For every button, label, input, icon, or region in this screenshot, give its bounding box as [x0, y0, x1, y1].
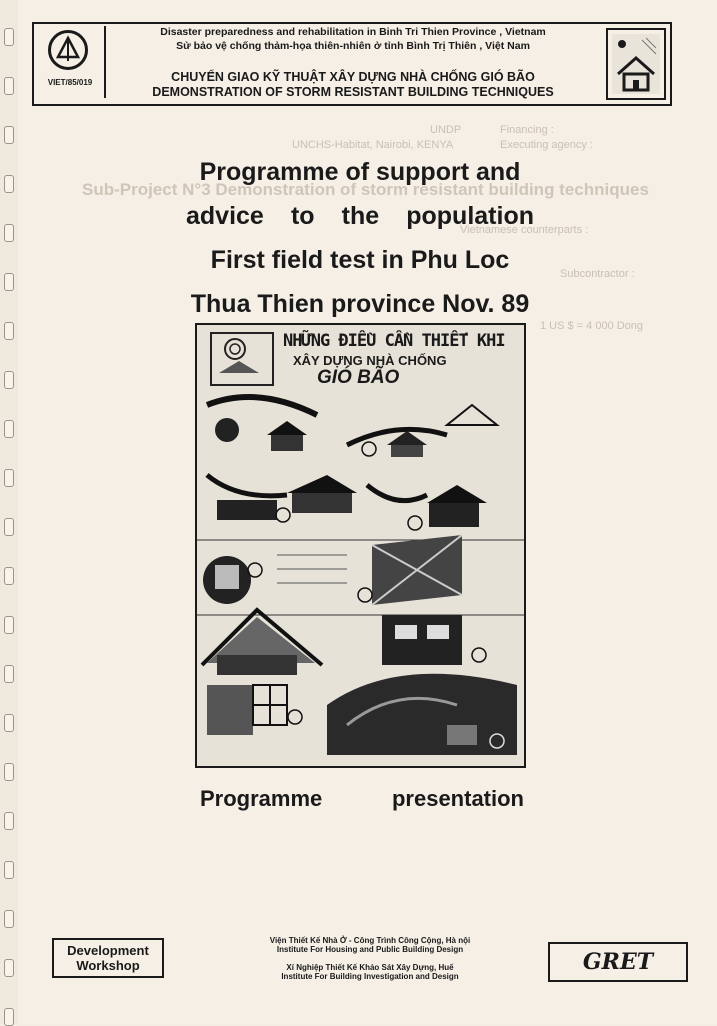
globe-icon [48, 30, 88, 70]
title-word: advice [186, 202, 264, 230]
ghost-subcontractor: Subcontractor : [560, 268, 635, 280]
binding-strip [0, 0, 18, 1024]
title-word: to [290, 202, 315, 230]
binding-hole [4, 77, 14, 95]
binding-hole [4, 322, 14, 340]
binding-hole [4, 763, 14, 781]
poster-title-3: GIÓ BÃO [317, 367, 400, 388]
binding-hole [4, 28, 14, 46]
ghost-counterparts: Vietnamese counterparts : [460, 224, 589, 236]
title-line-1: Programme of support and [199, 158, 521, 186]
ghost-financing-value: UNDP [430, 124, 462, 136]
ghost-subproject: Sub-Project N°3 Demonstration of storm resistant building techniques [82, 180, 649, 199]
subtitle [200, 786, 524, 812]
binding-hole [4, 224, 14, 242]
binding-hole [4, 910, 14, 928]
title-line-2 [186, 194, 534, 238]
binding-hole [4, 420, 14, 438]
title-word: the [341, 202, 380, 230]
institute-1-en: Institute For Housing and Public Building Design [276, 945, 464, 954]
undp-logo [36, 26, 106, 98]
poster-title-1: NHỮNG ĐIỀU CẦN THIẾT KHI [283, 331, 505, 351]
binding-hole [4, 714, 14, 732]
ghost-financing: Financing : [500, 124, 554, 136]
project-code: VIET/85/019 [47, 78, 93, 87]
institute-1-vi: Viện Thiết Kế Nhà Ở - Công Trình Công Cộng, Hà nội [269, 936, 471, 945]
header-line-4: DEMONSTRATION OF STORM RESISTANT BUILDING TECHNIQUES [152, 85, 554, 99]
dw-line-2: Workshop [76, 958, 140, 973]
binding-hole [4, 567, 14, 585]
ghost-agency: Executing agency : [500, 139, 593, 151]
binding-hole [4, 861, 14, 879]
title-line-3: First field test in Phu Loc [210, 246, 510, 274]
header-box [32, 22, 672, 106]
development-workshop-logo [52, 938, 164, 978]
poster-illustration [197, 325, 526, 768]
poster-title-2: XÂY DỰNG NHÀ CHỐNG [293, 353, 447, 368]
binding-hole [4, 469, 14, 487]
house-logo-icon [606, 28, 666, 100]
gret-logo: GRET [548, 942, 688, 982]
header-line-2: Sử bảo vệ chống thảm-họa thiên-nhiên ở tỉnh Bình Trị Thiên , Việt Nam [176, 40, 530, 52]
main-title [100, 150, 620, 326]
binding-hole [4, 273, 14, 291]
institute-1 [240, 936, 500, 954]
binding-hole [4, 665, 14, 683]
binding-hole [4, 1008, 14, 1026]
binding-hole [4, 959, 14, 977]
institute-2 [240, 963, 500, 981]
institute-2-vi: Xí Nghiệp Thiết Kế Khảo Sát Xây Dựng, Huế [286, 963, 454, 972]
subtitle-word: Programme [200, 786, 323, 811]
binding-hole [4, 616, 14, 634]
header-line-1: Disaster preparedness and rehabilitation in Binh Tri Thien Province , Vietnam [160, 26, 546, 38]
subtitle-word: presentation [391, 786, 524, 811]
binding-hole [4, 812, 14, 830]
dw-line-1: Development [67, 943, 149, 958]
binding-hole [4, 175, 14, 193]
binding-hole [4, 371, 14, 389]
ghost-exchange: 1 US $ = 4 000 Dong [540, 320, 644, 332]
header-line-3: CHUYỂN GIAO KỸ THUẬT XÂY DỰNG NHÀ CHỐNG GIÓ BÃO [171, 70, 535, 84]
ghost-agency-value: UNCHS-Habitat, Nairobi, KENYA [292, 139, 454, 151]
binding-hole [4, 126, 14, 144]
binding-hole [4, 518, 14, 536]
institute-2-en: Institute For Building Investigation and Design [281, 972, 459, 981]
title-word: population [406, 202, 534, 230]
title-line-4: Thua Thien province Nov. 89 [190, 290, 530, 318]
poster-image [195, 323, 526, 768]
